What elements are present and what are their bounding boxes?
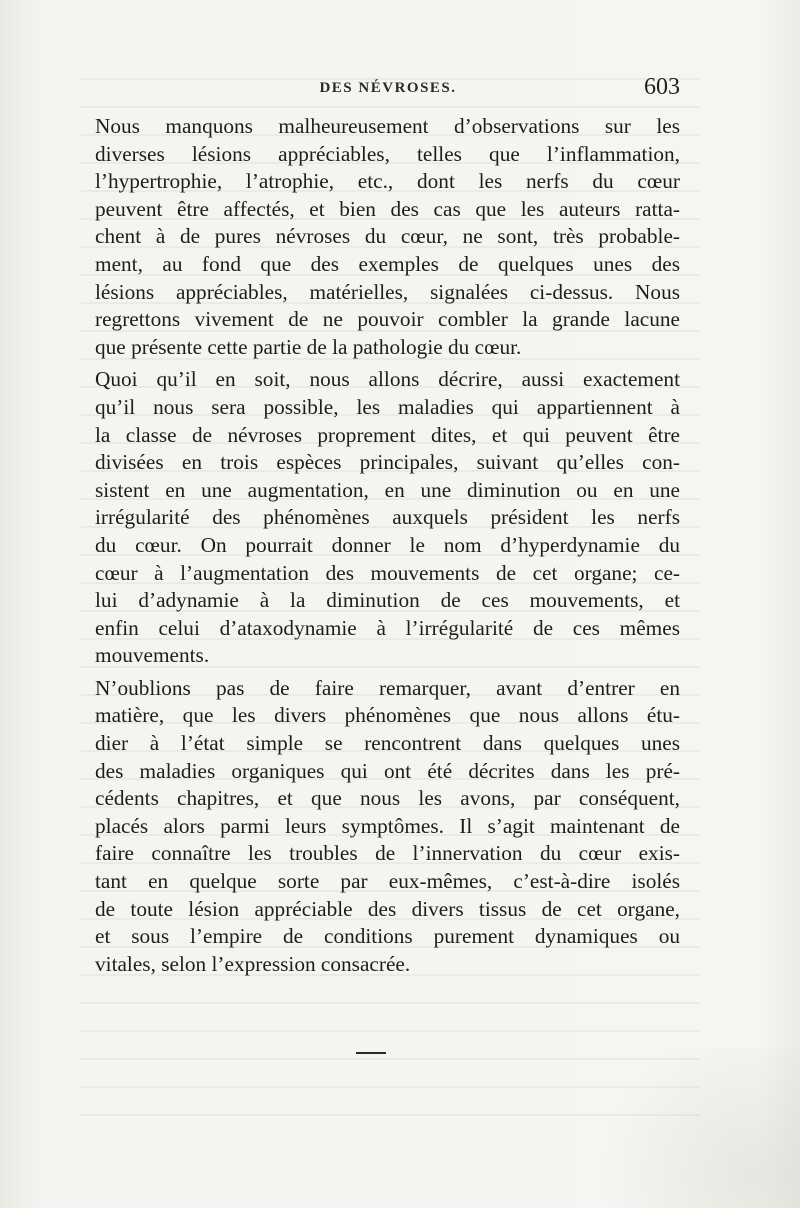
text-line: l’hypertrophie, l’atrophie, etc., dont les nerfs du cœur [95, 169, 680, 194]
body-text [95, 113, 680, 978]
running-head: DES NÉVROSES. [319, 80, 457, 96]
text-line: dier à l’état simple se rencontrent dans quelques unes [95, 731, 680, 756]
text-line: qu’il nous sera possible, les maladies qui appartiennent à [95, 394, 680, 419]
text-line: sistent en une augmentation, en une diminution ou en une [95, 477, 680, 502]
text-line: N’oublions pas de faire remarquer, avant d’entrer en [95, 675, 680, 700]
text-line: matière, que les divers phénomènes que nous allons étu- [95, 703, 680, 728]
text-line: diverses lésions appréciables, telles que l’inflammation, [95, 141, 680, 166]
text-line: faire connaître les troubles de l’innervation du cœur exis- [95, 841, 680, 866]
page-number: 603 [644, 74, 680, 100]
section-divider [356, 1052, 386, 1054]
page-stain [580, 1048, 800, 1208]
text-line: mouvements. [95, 643, 210, 668]
text-line: lésions appréciables, matérielles, signalées ci-dessus. Nous [95, 279, 680, 304]
text-line: et sous l’empire de conditions purement dynamiques ou [95, 924, 680, 949]
text-line: cédents chapitres, et que nous les avons, par conséquent, [95, 786, 680, 811]
text-line: des maladies organiques qui ont été décrites dans les pré- [95, 758, 680, 783]
text-line: tant en quelque sorte par eux-mêmes, c’est-à-dire isolés [95, 869, 680, 894]
text-line: du cœur. On pourrait donner le nom d’hyperdynamie du [95, 532, 680, 557]
text-line: de toute lésion appréciable des divers tissus de cet organe, [95, 896, 680, 921]
text-line: chent à de pures névroses du cœur, ne sont, très probable- [95, 224, 680, 249]
paragraph-3 [95, 675, 680, 979]
text-line: la classe de névroses proprement dites, et qui peuvent être [95, 422, 680, 447]
text-line: lui d’adynamie à la diminution de ces mouvements, et [95, 588, 680, 613]
text-line: Nous manquons malheureusement d’observations sur les [95, 114, 680, 138]
text-line: irrégularité des phénomènes auxquels président les nerfs [95, 505, 680, 530]
text-line: enfin celui d’ataxodynamie à l’irrégularité de ces mêmes [95, 615, 680, 640]
text-line: placés alors parmi leurs symptômes. Il s’agit maintenant de [95, 813, 680, 838]
text-line: cœur à l’augmentation des mouvements de cet organe; ce- [95, 560, 680, 585]
paragraph-1 [95, 113, 680, 361]
text-line: que présente cette partie de la pathologie du cœur. [95, 334, 522, 359]
paragraph-2 [95, 366, 680, 670]
page-header [96, 74, 680, 104]
text-line: Quoi qu’il en soit, nous allons décrire, aussi exactement [95, 367, 680, 392]
text-line: vitales, selon l’expression consacrée. [95, 951, 411, 976]
text-line: divisées en trois espèces principales, suivant qu’elles con- [95, 450, 680, 475]
text-line: peuvent être affectés, et bien des cas que les auteurs ratta- [95, 196, 680, 221]
text-line: ment, au fond que des exemples de quelques unes des [95, 251, 680, 276]
text-line: regrettons vivement de ne pouvoir combler la grande lacune [95, 307, 680, 332]
